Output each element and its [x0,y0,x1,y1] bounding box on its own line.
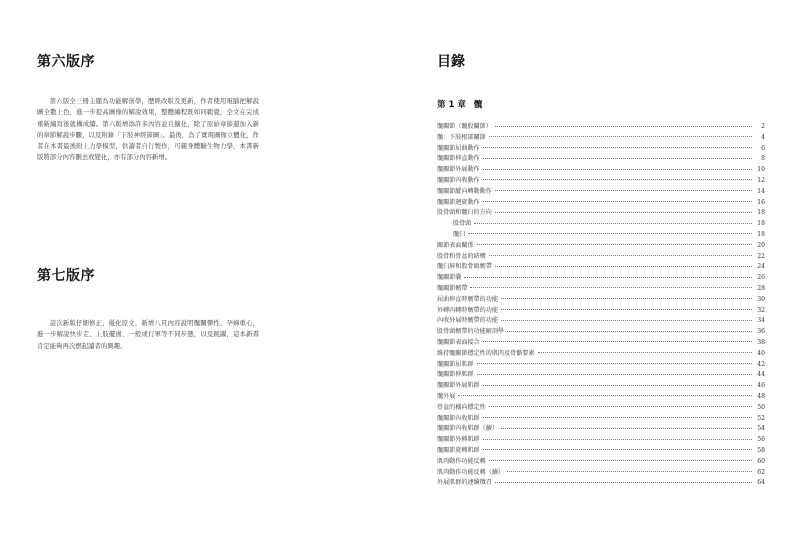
toc-leader-dots [483,179,752,180]
toc-entry-label: 髖關節屈曲動作 [437,144,480,152]
toc-entry-label: 髖關節伸肌群 [437,371,474,379]
toc-leader-dots [507,331,752,332]
toc-leader-dots [483,439,752,440]
toc-entry-page: 4 [761,133,765,141]
toc-entry[interactable] [437,187,765,198]
toc-entry[interactable] [437,252,765,263]
toc-entry-label: 髖關節外轉肌群 [437,436,480,444]
toc-entry[interactable] [437,230,765,241]
toc-leader-dots [458,395,752,396]
toc-entry[interactable] [437,392,765,403]
toc-entry[interactable] [437,457,765,468]
toc-entry[interactable] [437,295,765,306]
toc-entry-page: 62 [757,468,765,476]
toc-title: 目錄 [437,54,465,70]
toc-leader-dots [483,417,752,418]
toc-entry-label: 髖外展 [437,392,456,400]
toc-entry-page: 22 [757,252,765,260]
toc-entry-page: 50 [757,403,765,411]
toc-entry-label: 關節表面關係 [437,241,474,249]
toc-leader-dots [483,385,752,386]
toc-entry-page: 56 [757,436,765,444]
toc-leader-dots [477,363,752,364]
toc-entry[interactable] [437,133,765,144]
toc-entry[interactable] [437,370,765,381]
toc-entry-page: 16 [757,198,765,206]
toc-leader-dots [501,309,752,310]
toc-entry-page: 6 [761,144,765,152]
toc-entry-page: 18 [757,220,765,228]
toc-entry[interactable] [437,478,765,489]
toc-entry-page: 64 [757,479,765,487]
toc-entry-page: 10 [757,166,765,174]
toc-entry-label: 髖關節伸直動作 [437,155,480,163]
toc-entry-page: 26 [757,274,765,282]
toc-entry-label: 股骨頭和髖臼的方向 [437,209,492,217]
toc-leader-dots [489,255,752,256]
toc-entry-label: 髖關節內收肌群 [437,414,480,422]
toc-entry-page: 18 [757,230,765,238]
toc-leader-dots [501,298,752,299]
toc-entry-page: 60 [757,457,765,465]
toc-leader-dots [477,374,752,375]
toc-leader-dots [495,266,752,267]
toc-leader-dots [464,277,752,278]
toc-entry[interactable] [437,284,765,295]
toc-entry-label: 股骨頭 [453,220,472,228]
toc-leader-dots [489,406,752,407]
toc-leader-dots [507,471,752,472]
toc-leader-dots [468,233,752,234]
toc-entry-label: 股骨頭韌帶的功能解剖學 [437,328,505,336]
toc-leader-dots [495,212,752,213]
toc-entry-label: 髖關節旋轉肌群 [437,446,480,454]
toc-leader-dots [489,460,752,461]
toc-entry[interactable] [437,122,765,133]
toc-entry-label: 骨盆的橫向穩定性 [437,403,486,411]
toc-list [437,122,765,489]
toc-leader-dots [495,482,752,483]
toc-entry-page: 24 [757,263,765,271]
toc-entry-label: 髖關節屈肌群 [437,360,474,368]
toc-entry-label: 髖關節外展肌群 [437,382,480,390]
toc-entry-label: 髖臼唇和股骨頭韌帶 [437,263,492,271]
chapter-label: 第 1 章 [437,100,466,110]
toc-entry[interactable] [437,338,765,349]
toc-entry-label: 髖關節縱向轉動動作 [437,187,492,195]
toc-leader-dots [483,158,752,159]
toc-entry[interactable] [437,306,765,317]
chapter-name: 髖 [473,100,483,110]
toc-entry-label: 屈曲伸直時韌帶的功能 [437,295,498,303]
toc-entry-page: 28 [757,284,765,292]
toc-entry-label: 外轉內轉時韌帶的功能 [437,306,498,314]
preface7-title: 第七版序 [37,268,95,284]
toc-entry-page: 18 [757,209,765,217]
toc-entry-page: 46 [757,382,765,390]
toc-entry[interactable] [437,208,765,219]
toc-entry-label: 肌肉動作功能反轉（續） [437,468,505,476]
toc-entry[interactable] [437,424,765,435]
toc-entry-label: 髖：下肢根部關節 [437,133,486,141]
toc-leader-dots [501,320,752,321]
toc-entry-page: 12 [757,176,765,184]
toc-leader-dots [474,223,752,224]
toc-entry-label: 髖關節內收肌群（續） [437,425,498,433]
toc-leader-dots [483,341,752,342]
toc-entry-page: 30 [757,295,765,303]
toc-entry-label: 髖關節表面接合 [437,338,480,346]
preface6-title: 第六版序 [37,54,95,70]
right-page [400,0,800,533]
toc-entry-page: 8 [761,155,765,163]
toc-entry[interactable] [437,381,765,392]
toc-entry[interactable] [437,219,765,230]
toc-entry-page: 44 [757,371,765,379]
toc-entry[interactable] [437,435,765,446]
toc-entry-label: 內收外展時韌帶的功能 [437,317,498,325]
toc-entry[interactable] [437,349,765,360]
toc-entry-label: 肌肉動作功能反轉 [437,457,486,465]
toc-entry-page: 36 [757,328,765,336]
toc-entry[interactable] [437,273,765,284]
toc-entry[interactable] [437,446,765,457]
toc-entry-page: 14 [757,187,765,195]
toc-entry-page: 40 [757,349,765,357]
toc-entry[interactable] [437,262,765,273]
toc-entry-label: 股骨和骨盆的結構 [437,252,486,260]
toc-leader-dots [495,190,752,191]
toc-entry[interactable] [437,144,765,155]
toc-entry-label: 髖關節內收動作 [437,176,480,184]
toc-entry[interactable] [437,198,765,209]
toc-entry[interactable] [437,176,765,187]
toc-leader-dots [483,201,752,202]
toc-entry-label: 髖關節韌帶 [437,284,468,292]
toc-entry[interactable] [437,414,765,425]
toc-entry-page: 42 [757,360,765,368]
toc-entry-label: 髖關節迴旋動作 [437,198,480,206]
toc-entry[interactable] [437,468,765,479]
toc-entry[interactable] [437,403,765,414]
toc-leader-dots [470,287,752,288]
toc-entry-page: 34 [757,317,765,325]
toc-entry-label: 維持髖關節穩定性的肌肉及骨骼要素 [437,349,535,357]
toc-entry-label: 髖關節（髖股關節） [437,123,492,130]
toc-entry-page: 38 [757,338,765,346]
toc-leader-dots [538,352,753,353]
toc-entry[interactable] [437,154,765,165]
toc-entry-page: 58 [757,446,765,454]
toc-leader-dots [501,428,752,429]
toc-entry-page: 52 [757,414,765,422]
toc-entry[interactable] [437,316,765,327]
chapter-heading [437,98,482,110]
toc-entry-page: 2 [761,123,765,130]
toc-entry[interactable] [437,360,765,371]
toc-leader-dots [483,147,752,148]
toc-leader-dots [483,449,752,450]
toc-leader-dots [495,126,752,127]
toc-entry-label: 髖關節外展動作 [437,166,480,174]
toc-leader-dots [477,244,752,245]
toc-entry-page: 48 [757,392,765,400]
toc-leader-dots [483,169,752,170]
toc-entry-label: 髖臼 [453,230,466,238]
toc-entry-label: 髖關節囊 [437,274,462,282]
toc-entry-label: 外展肌群的連續徵召 [437,479,492,487]
preface7-body: 這次新版仔細修正、優化原文，新增八頁內容說明髖關彈性、孕婦重心，進一步解說快步走、上肢擺盪、一般或行軍等不同步態，以及跳躍，這本新書肯定能夠再次燃起讀者的興趣。 [37,319,259,350]
toc-entry-page: 54 [757,425,765,433]
preface6-body: 第六版全三冊主題為功能解剖學，歷經改版及更新，作者使用電腦把解說圖全數上色，進一步提高圖像的解說效果，整體編程既如同範覺，全文在完成重新編寫後就構成續。第六版增添許多內容並且擴化，除了原始章節還加入新的章節解說步驟，以及附錄「下肢神經節圖」。最後，為了實現圖像立體化，作者在本書最後附上力學模型，供讀者自行製作，可親身體驗生物力學，本書新版將部分內容刪去或變化，亦有部分內容新增。 [37,97,259,162]
toc-entry-page: 32 [757,306,765,314]
toc-entry[interactable] [437,241,765,252]
toc-entry[interactable] [437,165,765,176]
toc-leader-dots [489,136,752,137]
toc-entry-page: 20 [757,241,765,249]
toc-entry[interactable] [437,327,765,338]
